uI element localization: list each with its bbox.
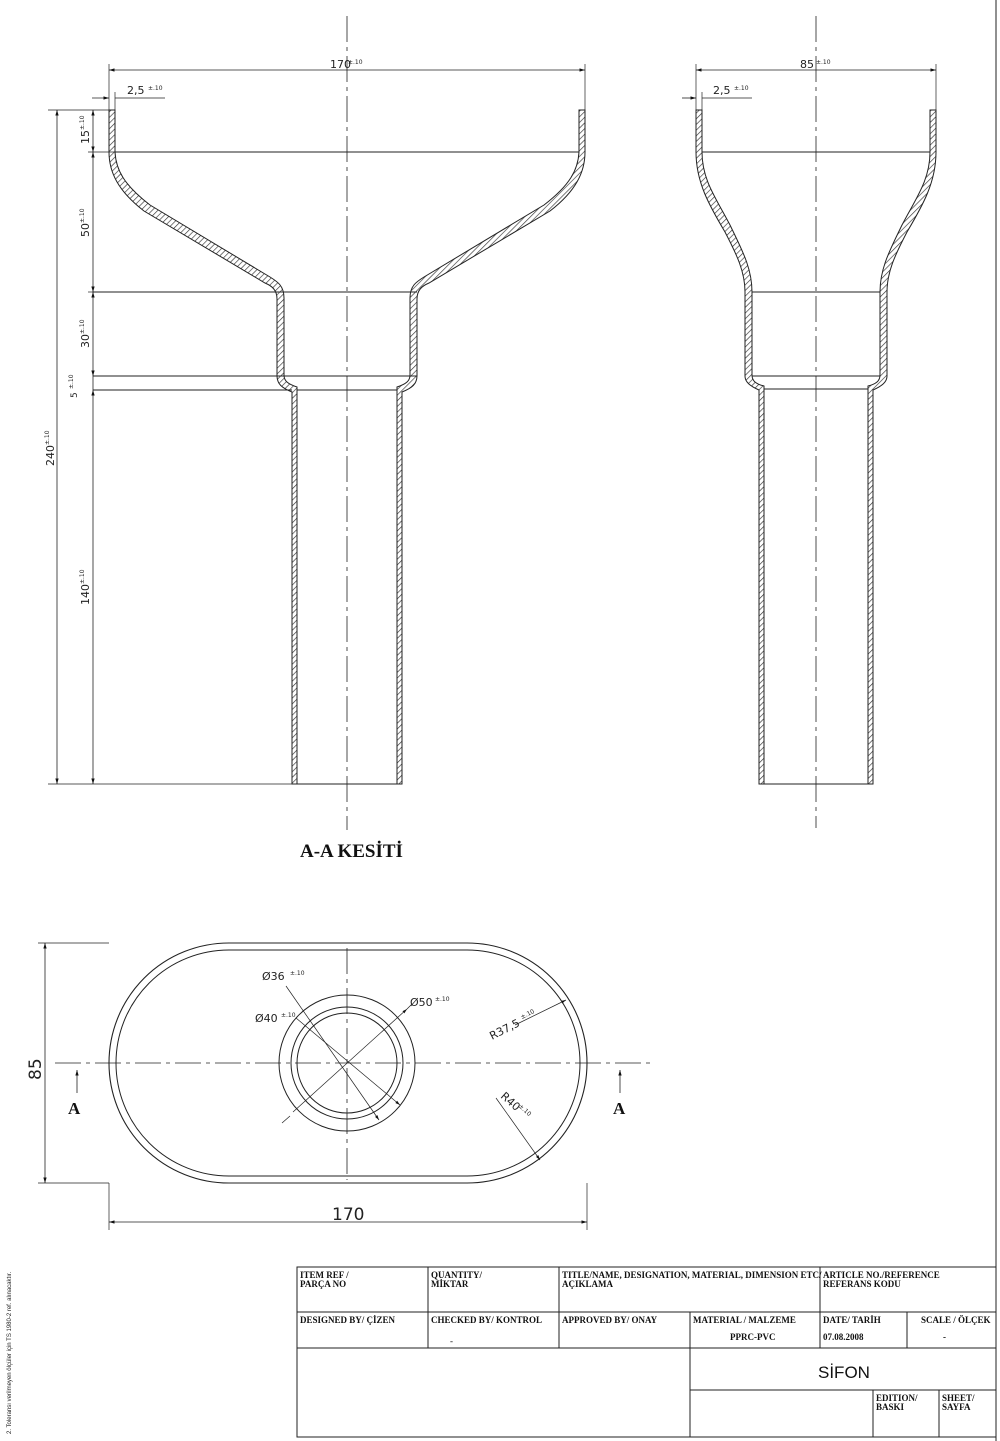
approved-by-label: APPROVED BY/ ONAY: [562, 1315, 658, 1325]
side-width-value: 85: [800, 58, 814, 71]
d50-value: Ø50: [410, 996, 433, 1009]
rim-height-value: 15: [79, 130, 92, 144]
front-left-wall: [109, 110, 297, 784]
tolerance-note: 2. Toleransı verilmeyen ölçüler için TS 1980-2 ref. alınacaktır.: [7, 1271, 13, 1434]
front-section-view: [48, 16, 585, 830]
side-wall-value: 2,5: [713, 84, 731, 97]
side-view: [682, 16, 936, 828]
title-label-2: AÇIKLAMA: [562, 1279, 613, 1289]
front-wall-value: 2,5: [127, 84, 145, 97]
svg-text:±.10: ±.10: [79, 115, 86, 130]
svg-text:±.10: ±.10: [281, 1012, 296, 1019]
pipe-height-value: 140: [79, 584, 92, 605]
section-label: A-A KESİTİ: [300, 841, 403, 862]
svg-text:±.10: ±.10: [290, 970, 305, 977]
svg-text:±.10: ±.10: [148, 85, 163, 92]
article-label-2: REFERANS KODU: [823, 1279, 901, 1289]
svg-text:±.10: ±.10: [79, 569, 86, 584]
front-right-wall: [397, 110, 585, 784]
quantity-label-1: QUANTITY/: [431, 1270, 483, 1280]
section-marker-left: A: [68, 1099, 81, 1118]
svg-text:±.10: ±.10: [68, 374, 75, 389]
funnel-height-value: 50: [79, 223, 92, 237]
checked-by-value: -: [450, 1336, 453, 1346]
top-width-value: 170: [332, 1205, 365, 1225]
d36-value: Ø36: [262, 970, 285, 983]
top-view: [38, 943, 655, 1230]
svg-text:±.10: ±.10: [348, 59, 363, 66]
socket-height-value: 30: [79, 334, 92, 348]
svg-text:±.10: ±.10: [734, 85, 749, 92]
top-height-value: 85: [26, 1058, 46, 1080]
side-right-wall: [868, 110, 936, 784]
edition-label-2: BASKI: [876, 1402, 905, 1412]
svg-text:±.10: ±.10: [516, 1102, 533, 1118]
svg-text:±.10: ±.10: [816, 59, 831, 66]
total-height-value: 240: [44, 445, 57, 466]
item-ref-label-2: PARÇA NO: [300, 1279, 347, 1289]
svg-text:±.10: ±.10: [79, 208, 86, 223]
designed-by-label: DESIGNED BY/ ÇİZEN: [300, 1315, 396, 1325]
svg-text:±.10: ±.10: [435, 996, 450, 1003]
svg-text:±.10: ±.10: [79, 319, 86, 334]
scale-value: -: [943, 1332, 946, 1342]
front-width-value: 170: [330, 58, 351, 71]
part-name: SİFON: [818, 1363, 870, 1382]
scale-label: SCALE / ÖLÇEK: [921, 1315, 991, 1325]
svg-text:±.10: ±.10: [519, 1008, 536, 1021]
side-left-wall: [696, 110, 764, 784]
section-marker-right: A: [613, 1099, 626, 1118]
material-value: PPRC-PVC: [730, 1332, 776, 1342]
item-ref-label-1: ITEM REF /: [300, 1270, 349, 1280]
step-height-value: 5: [70, 392, 80, 398]
quantity-label-2: MİKTAR: [431, 1279, 469, 1289]
article-label-1: ARTICLE NO./REFERENCE: [823, 1270, 940, 1280]
date-value: 07.08.2008: [823, 1332, 864, 1342]
d40-value: Ø40: [255, 1012, 278, 1025]
r37-value: R37,5: [487, 1016, 522, 1043]
material-label: MATERIAL / MALZEME: [693, 1315, 796, 1325]
sheet-label-2: SAYFA: [942, 1402, 971, 1412]
checked-by-label: CHECKED BY/ KONTROL: [431, 1315, 543, 1325]
svg-text:±.10: ±.10: [44, 430, 51, 445]
title-label-1: TITLE/NAME, DESIGNATION, MATERIAL, DIMENSION ETC/: [562, 1270, 822, 1280]
r40-value: R40: [497, 1089, 523, 1114]
edition-label-1: EDITION/: [876, 1393, 918, 1403]
date-label: DATE/ TARİH: [823, 1315, 881, 1325]
sheet-label-1: SHEET/: [942, 1393, 975, 1403]
